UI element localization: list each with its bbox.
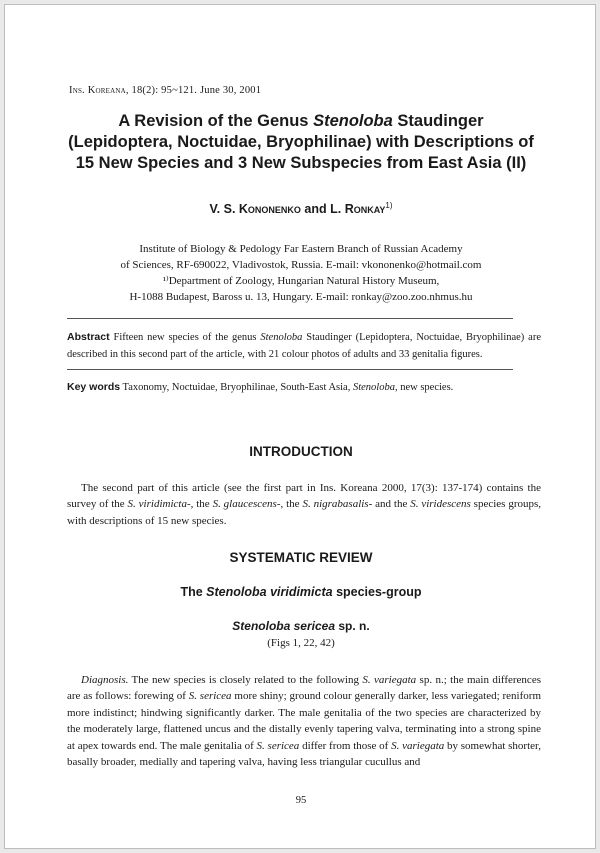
para-text: more shiny; ground colour generally darker, less variegated; reniform more indistinct; hindwing significantly darker. The male genitalia of the two species are characterized by the moderately large, flattened uncus and the distally evenly tapering valva, terminating into a strong spine at apex towards end. The male genitalia of [67, 690, 541, 752]
para-text: The second part of this article (see the first part in Ins. Koreana 2000, 17(3): 137-174) contains the survey of the [67, 482, 541, 511]
group-text: species-group [332, 585, 422, 599]
para-text: The new species is closely related to the following [128, 674, 363, 686]
keywords-label: Key words [67, 381, 121, 393]
author-surname: Kononenko [238, 202, 301, 217]
species-suffix: sp. n. [335, 619, 370, 633]
species-name: Stenoloba sericea [232, 619, 336, 633]
group-text: The [180, 585, 207, 599]
title-line-2: (Lepidoptera, Noctuidae, Bryophilinae) with Descriptions of [68, 133, 534, 151]
affiliations [45, 241, 557, 305]
author-line [45, 201, 557, 216]
author-surname: Ronkay [344, 202, 386, 217]
species-name: S. variegata [391, 739, 445, 752]
affiliation-line: of Sciences, RF-690022, Vladivostok, Russia. E-mail: vkononenko@hotmail.com [120, 259, 482, 271]
para-text: -, the [186, 498, 213, 511]
para-text: differ from those of [299, 739, 392, 752]
para-text: - and the [368, 498, 411, 511]
keywords-text: , new species. [394, 382, 454, 393]
keywords-genus: Stenoloba [352, 382, 395, 393]
para-text: species groups, with descriptions of 15 new species. [67, 498, 542, 527]
species-name: S. sericea [188, 690, 232, 703]
title-line-3: 15 New Species and 3 New Subspecies from East Asia (II) [75, 154, 527, 172]
systematic-review-heading: SYSTEMATIC REVIEW [229, 550, 373, 565]
journal-abbreviation: Ins. Koreana [69, 85, 126, 96]
para-text: sp. n.; the main differences are as follows: forewing of [67, 674, 541, 703]
keywords [67, 381, 541, 393]
abstract-text: Fifteen new species of the genus [109, 332, 261, 343]
para-text: -, the [276, 498, 303, 511]
keywords-text: Taxonomy, Noctuidae, Bryophilinae, South-East Asia, [120, 382, 353, 393]
affiliation-line: Institute of Biology & Pedology Far Eastern Branch of Russian Academy [139, 243, 463, 255]
diagnosis-label: Diagnosis. [81, 674, 129, 686]
title-text: A Revision of the Genus [118, 112, 314, 130]
introduction-paragraph [67, 480, 541, 529]
species-name: S. glaucescens [212, 498, 277, 511]
abstract-text: Staudinger (Lepidoptera, Noctuidae, Bryophilinae) are described in this second part of the article, with 21 colour photos of adults and 33 genitalia figures. [67, 332, 541, 360]
journal-volume-date: , 18(2): 95~121. June 30, 2001 [125, 85, 262, 96]
abstract-label: Abstract [67, 331, 110, 343]
author-initials: V. S. [209, 202, 239, 217]
page-number: 95 [295, 795, 307, 806]
divider-top [67, 318, 513, 319]
title-line-1 [45, 111, 557, 132]
title-genus: Stenoloba [313, 112, 393, 130]
diagnosis-paragraph [67, 672, 541, 770]
abstract-genus: Stenoloba [260, 332, 303, 343]
author-conjunction: and [300, 202, 331, 217]
species-name: S. variegata [362, 674, 417, 686]
abstract [67, 329, 541, 363]
article-title [45, 111, 557, 174]
figure-reference: (Figs 1, 22, 42) [267, 637, 335, 649]
species-name: S. viridescens [410, 498, 471, 511]
para-text: by somewhat shorter, basally broader, medially and tapering valva, having less triangular cucullus and [67, 739, 541, 769]
affiliation-line: H-1088 Budapest, Baross u. 13, Hungary. E-mail: ronkay@zoo.zoo.nhmus.hu [129, 291, 473, 303]
divider-bottom [67, 369, 513, 370]
author-initials: L. [330, 202, 345, 217]
document-page [4, 4, 596, 849]
affiliation-line: ¹⁾Department of Zoology, Hungarian Natural History Museum, [162, 275, 440, 287]
introduction-heading: INTRODUCTION [249, 444, 353, 459]
species-name: S. nigrabasalis [302, 498, 369, 511]
author-affiliation-mark: 1) [385, 201, 393, 210]
title-text: Staudinger [392, 112, 484, 130]
species-name: S. sericea [256, 739, 300, 752]
species-name: S. viridimicta [127, 498, 187, 511]
species-group-heading [45, 585, 557, 599]
journal-citation [69, 85, 261, 96]
species-heading [45, 619, 557, 633]
group-name: Stenoloba viridimicta [206, 585, 333, 599]
